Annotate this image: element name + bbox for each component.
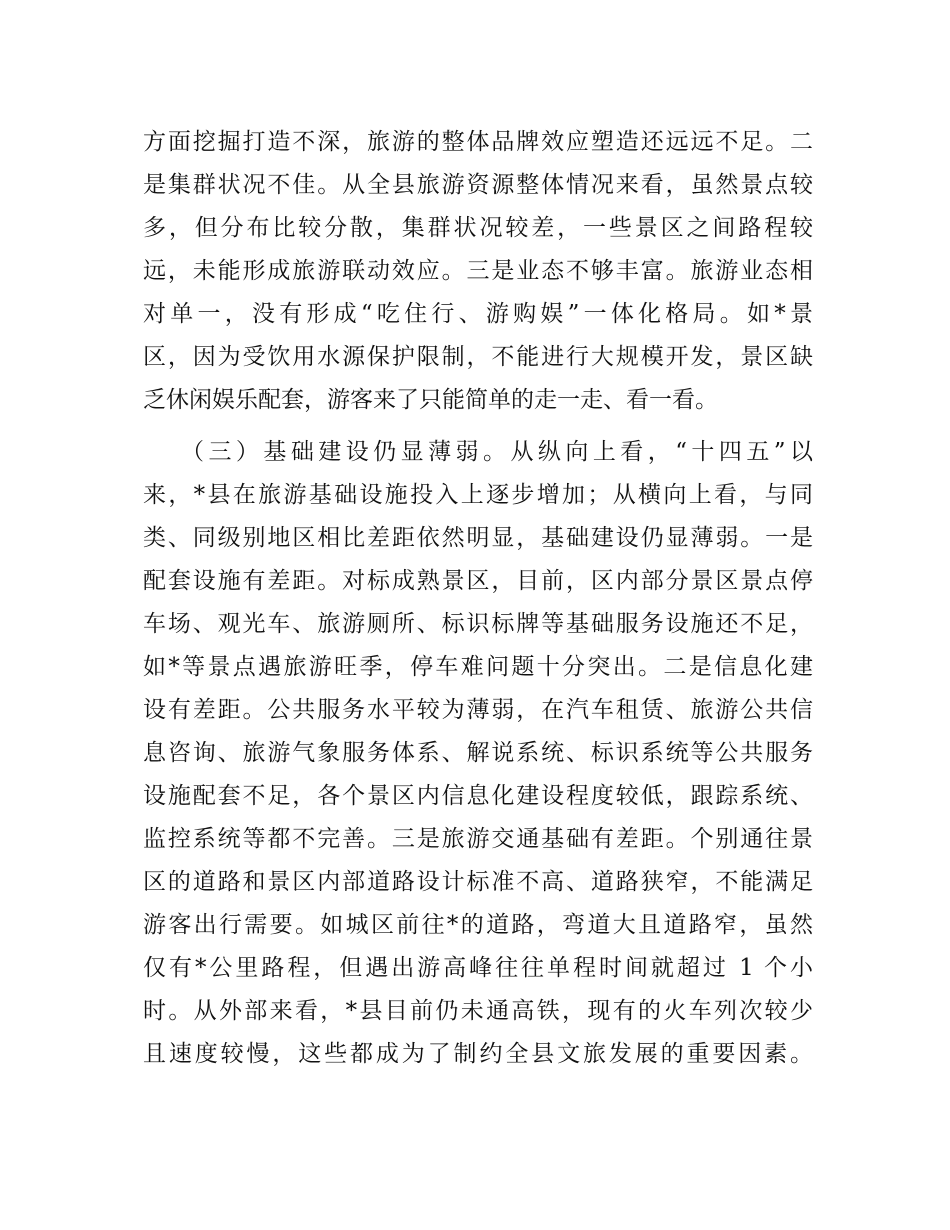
text-line: （三）基础建设仍显薄弱。从纵向上看，“十四五”以 (181, 439, 813, 465)
text-line: 区，因为受饮用水源保护限制，不能进行大规模开发，景区缺 (143, 344, 813, 370)
text-line: 如*等景点遇旅游旺季，停车难问题十分突出。二是信息化建 (143, 654, 813, 680)
text-line: 乏休闲娱乐配套，游客来了只能简单的走一走、看一看。 (143, 387, 718, 413)
text-line: 车场、观光车、旅游厕所、标识标牌等基础服务设施还不足， (143, 611, 813, 637)
text-line: 设有差距。公共服务水平较为薄弱，在汽车租赁、旅游公共信 (143, 697, 813, 723)
text-line: 远，未能形成旅游联动效应。三是业态不够丰富。旅游业态相 (143, 258, 813, 284)
text-line: 游客出行需要。如城区前往*的道路，弯道大且道路窄，虽然 (143, 912, 813, 938)
text-line: 是集群状况不佳。从全县旅游资源整体情况来看，虽然景点较 (143, 172, 813, 198)
text-line: 仅有*公里路程，但遇出游高峰往往单程时间就超过 1 个小 (143, 955, 813, 981)
text-line: 设施配套不足，各个景区内信息化建设程度较低，跟踪系统、 (143, 783, 813, 809)
text-line: 区的道路和景区内部道路设计标准不高、道路狭窄，不能满足 (143, 869, 813, 895)
text-line: 类、同级别地区相比差距依然明显，基础建设仍显薄弱。一是 (143, 525, 813, 551)
text-line: 方面挖掘打造不深，旅游的整体品牌效应塑造还远远不足。二 (143, 129, 813, 155)
text-line: 时。从外部来看，*县目前仍未通高铁，现有的火车列次较少 (143, 998, 813, 1024)
text-line: 多，但分布比较分散，集群状况较差，一些景区之间路程较 (143, 215, 813, 241)
text-line: 配套设施有差距。对标成熟景区，目前，区内部分景区景点停 (143, 568, 813, 594)
text-line: 监控系统等都不完善。三是旅游交通基础有差距。个别通往景 (143, 826, 813, 852)
text-line: 息咨询、旅游气象服务体系、解说系统、标识系统等公共服务 (143, 740, 813, 766)
text-line: 对单一，没有形成“吃住行、游购娱”一体化格局。如*景 (143, 301, 813, 327)
text-line: 且速度较慢，这些都成为了制约全县文旅发展的重要因素。 (143, 1041, 813, 1067)
text-line: 来，*县在旅游基础设施投入上逐步增加；从横向上看，与同 (143, 482, 813, 508)
